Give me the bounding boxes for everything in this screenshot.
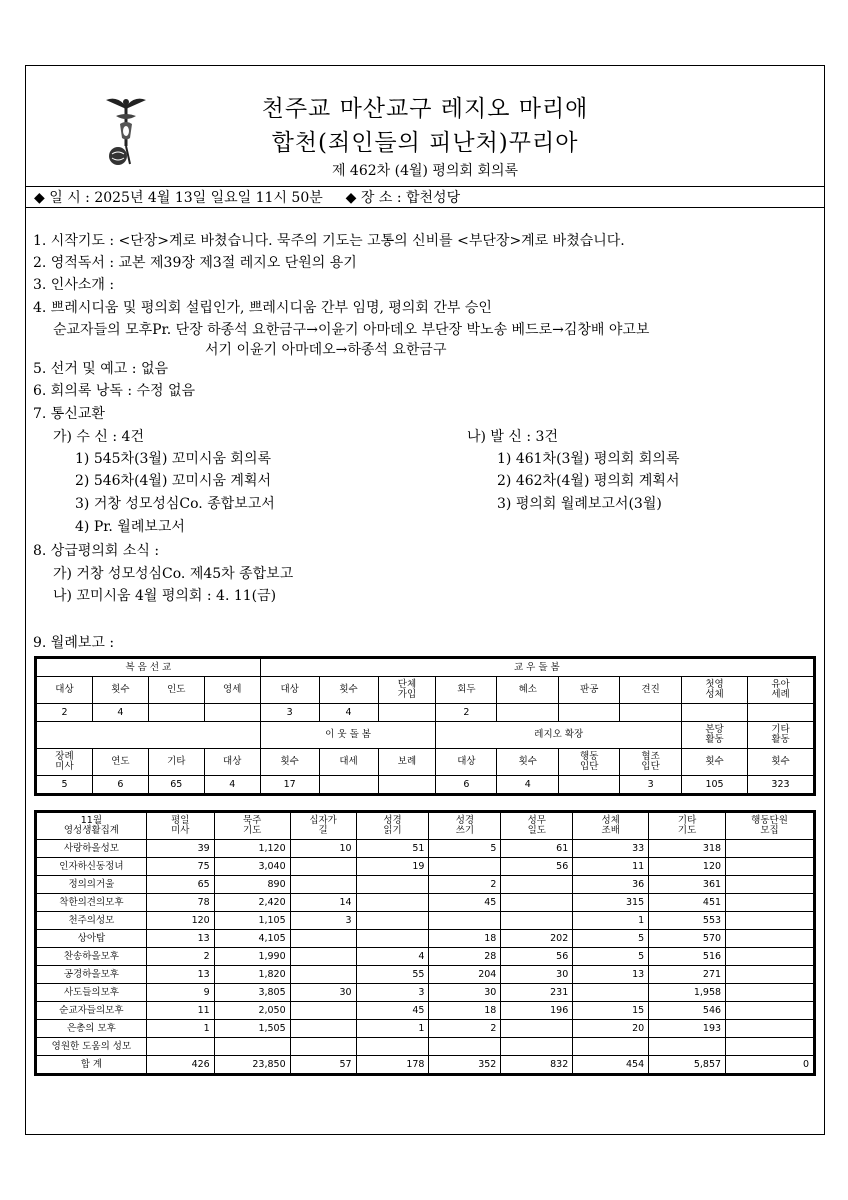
table-cell [319,776,378,794]
table-cell: 516 [649,948,726,966]
table-cell [356,1038,429,1056]
table-cell: 75 [146,858,214,876]
table-cell: 3 [356,984,429,1002]
table-cell: 454 [573,1056,649,1074]
table-cell [356,930,429,948]
table-cell [573,1038,649,1056]
column-header: 대상 [37,677,93,704]
presidium-name: 찬송하올모후 [37,948,147,966]
column-header: 횟수 [497,749,559,776]
table-cell [726,858,814,876]
presidium-name: 사랑하올성모 [37,840,147,858]
table-cell: 11 [573,858,649,876]
column-header: 성경 읽기 [356,813,429,840]
table-cell [214,1038,290,1056]
table-cell: 1 [146,1020,214,1038]
column-header: 장례 미사 [37,749,93,776]
column-header: 행동 입단 [559,749,620,776]
presidium-name: 은총의 모후 [37,1020,147,1038]
table-cell: 120 [146,912,214,930]
table-cell: 51 [356,840,429,858]
table-cell: 5 [573,948,649,966]
table-cell: 4 [319,704,378,722]
table-cell: 13 [146,966,214,984]
sent-item: 1) 461차(3월) 평의회 회의록 [497,451,680,467]
table-cell [620,704,682,722]
table-cell [726,1002,814,1020]
column-header: 횟수 [682,749,748,776]
table-cell: 202 [501,930,573,948]
table-cell: 18 [429,930,501,948]
table-cell: 13 [146,930,214,948]
presidium-name: 착한의견의모후 [37,894,147,912]
presidium-name: 천주의성모 [37,912,147,930]
table-cell: 2 [429,876,501,894]
column-header: 보례 [378,749,436,776]
column-header: 견진 [620,677,682,704]
presidium-name: 상아탑 [37,930,147,948]
table-cell [290,948,356,966]
table-cell: 56 [501,858,573,876]
table-cell [378,704,436,722]
table-cell: 57 [290,1056,356,1074]
table-cell [559,776,620,794]
table-cell: 204 [429,966,501,984]
table-cell [378,776,436,794]
group-other-activity: 기타 활동 [747,722,813,749]
received-item: 3) 거창 성모성심Co. 종합보고서 [75,496,275,512]
table-cell [726,984,814,1002]
table-cell: 2 [436,704,497,722]
table-cell: 553 [649,912,726,930]
table-cell [501,1020,573,1038]
table-cell: 4 [497,776,559,794]
table-row [37,840,814,858]
table-cell: 5 [429,840,501,858]
table-cell: 361 [649,876,726,894]
table-cell [726,840,814,858]
item-higher-council: 8. 상급평의회 소식 : [33,543,160,559]
presidium-name: 정의의거울 [37,876,147,894]
table-cell [649,1038,726,1056]
column-header: 회두 [436,677,497,704]
table-cell: 105 [682,776,748,794]
column-header: 인도 [148,677,204,704]
blank-group [37,722,261,749]
table-cell: 4 [92,704,148,722]
table-cell [726,1038,814,1056]
table-row [37,930,814,948]
table-cell: 6 [92,776,148,794]
table-cell: 56 [501,948,573,966]
table-cell: 315 [573,894,649,912]
table-cell [726,948,814,966]
column-header: 연도 [92,749,148,776]
table-cell [148,704,204,722]
received-item: 1) 545차(3월) 꼬미시움 회의록 [75,451,271,467]
table-cell: 120 [649,858,726,876]
table-cell [559,704,620,722]
monthly-activity-table [36,658,814,794]
table-cell: 1,120 [214,840,290,858]
table-cell: 3 [290,912,356,930]
item-minutes-reading: 6. 회의록 낭독 : 수정 없음 [33,383,196,399]
table-cell: 193 [649,1020,726,1038]
table-cell [726,912,814,930]
presidium-name: 영원한 도움의 성모 [37,1038,147,1056]
table-cell [356,876,429,894]
higher-council-news: 나) 꼬미시움 4월 평의회 : 4. 11(금) [53,588,277,604]
presidium-name: 합 계 [37,1056,147,1074]
table-cell: 5 [573,930,649,948]
table-cell: 1 [573,912,649,930]
table-cell: 570 [649,930,726,948]
column-header: 영세 [204,677,260,704]
received-title: 가) 수 신 : 4건 [53,429,144,445]
column-header: 대상 [436,749,497,776]
column-header: 횟수 [92,677,148,704]
group-evangelization: 복 음 선 교 [37,659,261,677]
item-monthly-report: 9. 월례보고 : [33,635,115,651]
table-cell: 14 [290,894,356,912]
received-item: 4) Pr. 월례보고서 [75,519,185,535]
table-cell [726,876,814,894]
table-cell: 0 [726,1056,814,1074]
table-cell [726,1020,814,1038]
table-cell [501,912,573,930]
table-cell: 1,990 [214,948,290,966]
item-correspondence: 7. 통신교환 [33,406,105,422]
table-cell [356,894,429,912]
item-approvals: 4. 쁘레시디움 및 평의회 설립인가, 쁘레시디움 간부 임명, 평의회 간부 승인 [33,300,492,316]
table-cell [290,1038,356,1056]
higher-council-news: 가) 거창 성모성심Co. 제45차 종합보고 [53,566,294,582]
table-cell [726,966,814,984]
table-cell: 3 [260,704,319,722]
column-header: 혜소 [497,677,559,704]
item-introductions: 3. 인사소개 : [33,277,115,293]
table-cell: 1,505 [214,1020,290,1038]
presidium-name: 공경하올모후 [37,966,147,984]
item-opening-prayer: 1. 시작기도 : <단장>계로 바쳤습니다. 묵주의 기도는 고통의 신비를 <부단장>계로 바쳤습니다. [33,233,625,249]
table-cell [290,930,356,948]
table-cell: 3,805 [214,984,290,1002]
table-cell [290,858,356,876]
table-cell: 65 [146,876,214,894]
table-row [37,984,814,1002]
table-cell: 15 [573,1002,649,1020]
presidium-name: 사도들의모후 [37,984,147,1002]
column-header: 단체 가입 [378,677,436,704]
table-cell: 546 [649,1002,726,1020]
column-header: 횟수 [319,677,378,704]
spiritual-life-table [36,812,814,1074]
column-header: 첫영 성체 [682,677,748,704]
table-cell: 5 [37,776,93,794]
column-header: 대상 [260,677,319,704]
table-cell: 4,105 [214,930,290,948]
table-cell: 9 [146,984,214,1002]
table-cell [290,876,356,894]
item-election: 5. 선거 및 예고 : 없음 [33,361,168,377]
group-parish-activity: 본당 활동 [682,722,748,749]
column-header: 기타 기도 [649,813,726,840]
date-place-bar [26,186,824,208]
table-cell: 30 [429,984,501,1002]
column-header: 성체 조배 [573,813,649,840]
table-cell: 20 [573,1020,649,1038]
sent-item: 2) 462차(4월) 평의회 계획서 [497,473,680,489]
document-header [26,66,824,181]
group-neighbor-care: 이 웃 돌 봄 [260,722,436,749]
table-cell: 231 [501,984,573,1002]
table-cell: 1,105 [214,912,290,930]
table-cell: 18 [429,1002,501,1020]
presidium-name: 인자하신동정녀 [37,858,147,876]
table-cell [290,1002,356,1020]
table-cell [429,912,501,930]
table-cell: 30 [501,966,573,984]
table-cell [497,704,559,722]
table-cell: 5,857 [649,1056,726,1074]
table-cell: 832 [501,1056,573,1074]
table-row [37,894,814,912]
table-row [37,876,814,894]
column-header: 성경 쓰기 [429,813,501,840]
table-row [37,966,814,984]
table-cell: 65 [148,776,204,794]
table-cell: 78 [146,894,214,912]
table-cell: 426 [146,1056,214,1074]
sent-title: 나) 발 신 : 3건 [467,429,558,445]
table-cell: 11 [146,1002,214,1020]
table-cell: 33 [573,840,649,858]
column-header: 행동단원 모집 [726,813,814,840]
table-row [37,858,814,876]
table-cell: 17 [260,776,319,794]
column-header: 11월 영성생활집계 [37,813,147,840]
table-cell: 36 [573,876,649,894]
table-cell [204,704,260,722]
group-parishioner-care: 교 우 돌 봄 [260,659,813,677]
table-cell: 3 [620,776,682,794]
column-header: 유아 세례 [747,677,813,704]
sent-item: 3) 평의회 월례보고서(3월) [497,496,662,512]
table-cell: 55 [356,966,429,984]
table-cell: 271 [649,966,726,984]
table-cell [747,704,813,722]
table-cell: 323 [747,776,813,794]
table-cell: 1,958 [649,984,726,1002]
place-text: ◆ 장 소 : 합천성당 [345,190,461,206]
table-cell: 2 [429,1020,501,1038]
table-row [37,912,814,930]
table-cell: 28 [429,948,501,966]
table-cell [501,876,573,894]
column-header: 대상 [204,749,260,776]
table-cell [429,1038,501,1056]
title-curia: 합천(죄인들의 피난처)꾸리아 [271,130,579,156]
table-cell: 6 [436,776,497,794]
table-cell [429,858,501,876]
table-cell: 196 [501,1002,573,1020]
date-text: ◆ 일 시 : 2025년 4월 13일 일요일 11시 50분 [34,190,323,206]
table-cell: 39 [146,840,214,858]
table-row [37,1038,814,1056]
table-cell [290,966,356,984]
table-cell [146,1038,214,1056]
table-cell [726,930,814,948]
column-header: 횟수 [747,749,813,776]
table-cell: 45 [429,894,501,912]
table-cell: 890 [214,876,290,894]
table-cell [573,984,649,1002]
table-cell: 2,420 [214,894,290,912]
table-cell: 3,040 [214,858,290,876]
received-item: 2) 546차(4월) 꼬미시움 계획서 [75,473,271,489]
table-cell: 318 [649,840,726,858]
table-cell: 4 [204,776,260,794]
table-cell [290,1020,356,1038]
column-header: 평일 미사 [146,813,214,840]
table-cell: 451 [649,894,726,912]
item-approvals-detail-1: 순교자들의 모후Pr. 단장 하종석 요한금구→이윤기 아마데오 부단장 박노송 베드로→김창배 야고보 [53,322,650,338]
table-cell: 23,850 [214,1056,290,1074]
group-legio-expansion: 레지오 확장 [436,722,682,749]
table-cell: 30 [290,984,356,1002]
title-meeting: 제 462차 (4월) 평의회 회의록 [331,163,519,179]
table-cell: 2 [146,948,214,966]
column-header: 기타 [148,749,204,776]
table-cell: 19 [356,858,429,876]
table-cell [356,912,429,930]
table-cell: 4 [356,948,429,966]
presidium-name: 순교자들의모후 [37,1002,147,1020]
column-header: 횟수 [260,749,319,776]
table-cell: 13 [573,966,649,984]
column-header: 십자가 길 [290,813,356,840]
table-row [37,948,814,966]
item-approvals-detail-2: 서기 이윤기 아마데오→하종석 요한금구 [205,342,447,358]
table-cell [501,1038,573,1056]
table-cell: 2 [37,704,93,722]
title-legio: 천주교 마산교구 레지오 마리애 [261,96,589,122]
column-header: 묵주 기도 [214,813,290,840]
table-cell: 45 [356,1002,429,1020]
table-row [37,1056,814,1074]
table-row [37,1002,814,1020]
column-header: 대세 [319,749,378,776]
table-cell: 178 [356,1056,429,1074]
column-header: 협조 입단 [620,749,682,776]
table-cell: 1 [356,1020,429,1038]
table-cell [501,894,573,912]
item-spiritual-reading: 2. 영적독서 : 교본 제39장 제3절 레지오 단원의 용기 [33,255,357,271]
table-cell: 10 [290,840,356,858]
column-header: 판공 [559,677,620,704]
table-cell: 61 [501,840,573,858]
table-cell: 352 [429,1056,501,1074]
table-row [37,1020,814,1038]
table-cell [726,894,814,912]
table-cell: 2,050 [214,1002,290,1020]
table-cell: 1,820 [214,966,290,984]
table-cell [682,704,748,722]
column-header: 성무 일도 [501,813,573,840]
